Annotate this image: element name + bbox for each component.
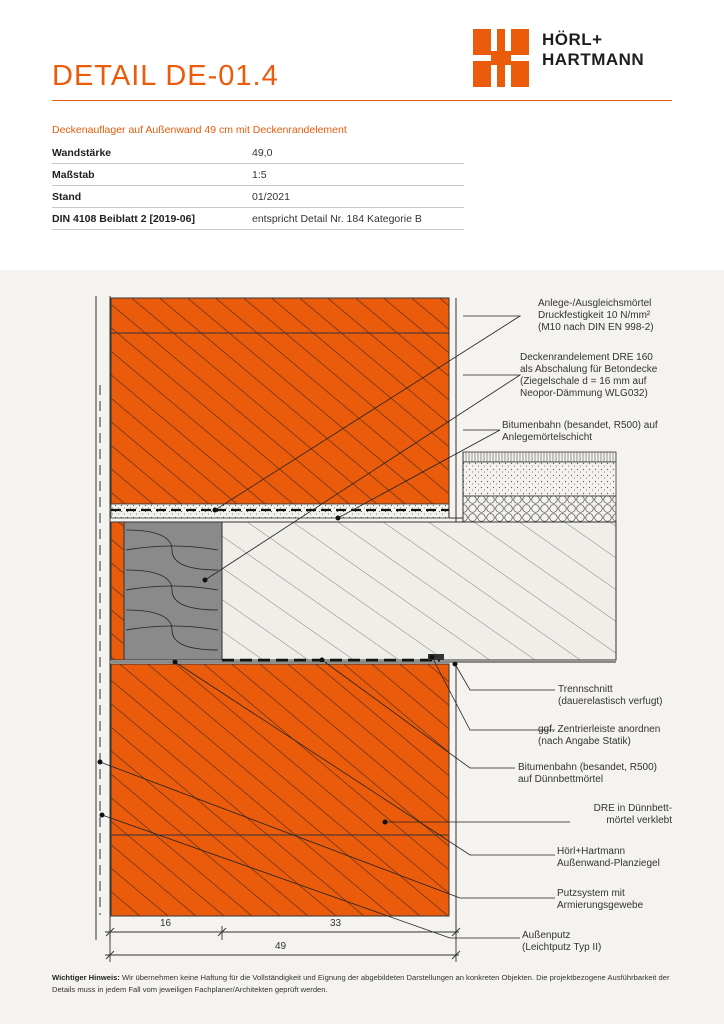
dre-insulation [124, 522, 222, 660]
info-value: 01/2021 [252, 190, 290, 203]
concrete-slab [222, 522, 616, 660]
info-key: Maßstab [52, 168, 95, 181]
upper-brick [111, 298, 449, 504]
label-aussenputz: Außenputz (Leichtputz Typ II) [522, 930, 602, 953]
footer-note-text: Wir übernehmen keine Haftung für die Vollständigkeit und Eignung der abgebildeten Darstellungen an konkreten Objekten. Die projektbezogene Ausführbarkeit der Details muss in jedem Fall vom jeweiligen Fachplaner/Architekten geprüft werden. [52, 973, 670, 994]
dimension-49: 49 [275, 941, 287, 952]
label-dre-duennbett: DRE in Dünnbett- mörtel verklebt [593, 803, 672, 826]
info-key: Wandstärke [52, 146, 112, 159]
label-planziegel: Hörl+Hartmann Außenwand-Planziegel [557, 846, 660, 869]
footer-note-label: Wichtiger Hinweis: [52, 973, 120, 982]
brand-name: HÖRL+ HARTMANN [542, 30, 645, 69]
label-deckenrandelement: Deckenrandelement DRE 160 als Abschalung für Betondecke (Ziegelschale d = 16 mm auf Neopor-Dämmung WLG032) [520, 352, 658, 399]
detail-subtitle: Deckenauflager auf Außenwand 49 cm mit Deckenrandelement [52, 124, 347, 136]
label-anlegemoertel: Anlege-/Ausgleichsmörtel Druckfestigkeit 10 N/mm² (M10 nach DIN EN 998-2) [538, 298, 654, 333]
dimension-16: 16 [160, 918, 172, 929]
label-putzsystem: Putzsystem mit Armierungsgewebe [557, 888, 644, 911]
dimension-33: 33 [330, 918, 342, 929]
info-value: entspricht Detail Nr. 184 Kategorie B [252, 212, 422, 225]
info-value: 1:5 [252, 168, 267, 181]
label-bitumen-unten: Bitumenbahn (besandet, R500) auf Dünnbettmörtel [518, 762, 657, 785]
label-bitumen-oben: Bitumenbahn (besandet, R500) auf Anlegemörtelschicht [502, 420, 658, 443]
page-title: DETAIL DE-01.4 [52, 60, 279, 92]
label-trennschnitt: Trennschnitt (dauerelastisch verfugt) [558, 684, 663, 707]
label-zentrierleiste: ggf. Zentrierleiste anordnen (nach Angabe Statik) [538, 724, 661, 747]
info-value: 49,0 [252, 146, 273, 159]
footer-note [52, 972, 677, 996]
info-key: Stand [52, 190, 82, 203]
info-key: DIN 4108 Beiblatt 2 [2019-06] [52, 212, 195, 225]
